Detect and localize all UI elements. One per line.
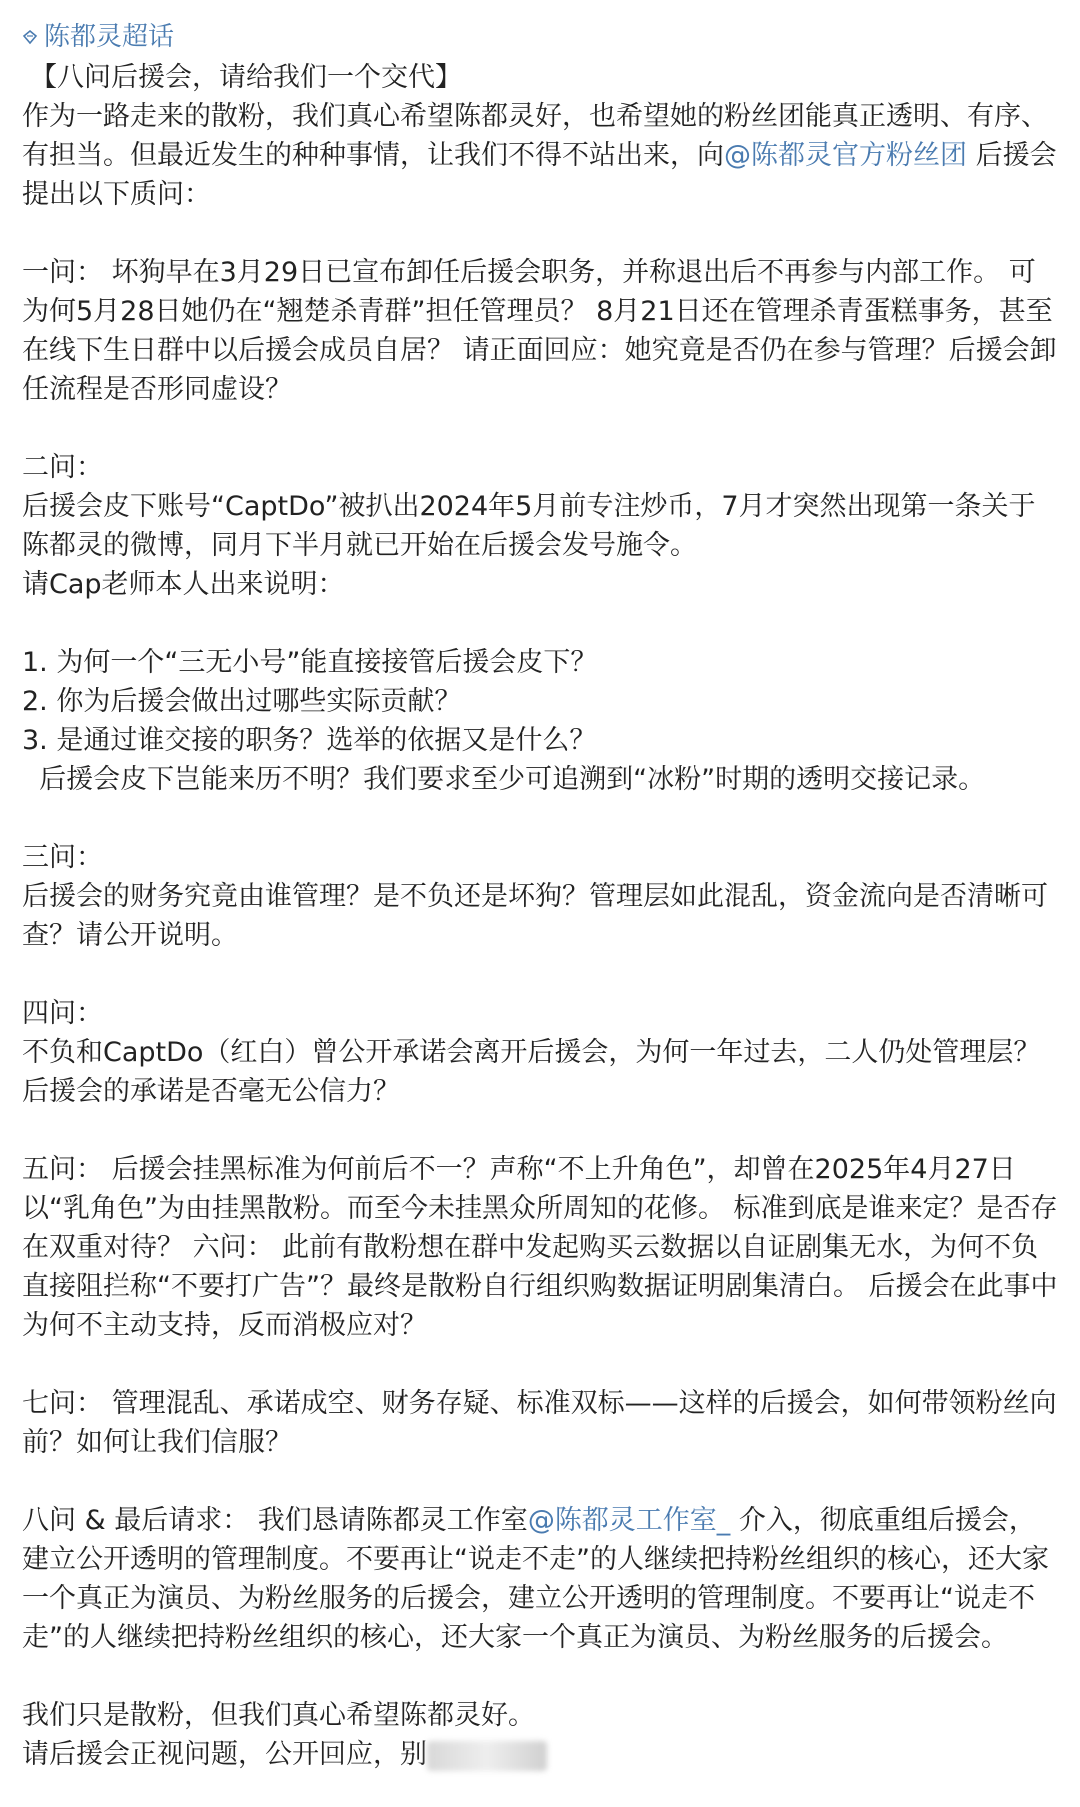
closing-line-2-text: 请后援会正视问题，公开回应，别 [22,1739,427,1770]
question-3-heading: 三问： [22,842,103,873]
question-7: 七问： 管理混乱、承诺成空、财务存疑、标准双标——这样的后援会，如何带领粉丝向前？如何让我们信服？ [22,1388,1057,1458]
spacer [22,409,1058,448]
post-title: 【八问后援会，请给我们一个交代】 [30,62,462,93]
spacer [22,1345,1058,1384]
question-2-heading: 二问： [22,452,103,483]
spacer [22,1462,1058,1501]
intro-text-before: 作为一路走来的散粉，我们真心希望陈都灵好，也希望她的粉丝团能真正透明、有序、有担当。但最近发生的种种事情，让我们不得不站出来，向 [22,101,1048,171]
mention-fan-club[interactable]: @陈都灵官方粉丝团 [724,140,967,171]
question-1: 一问： 坏狗早在3月29日已宣布卸任后援会职务，并称退出后不再参与内部工作。 可为何5月28日她仍在“翘楚杀青群”担任管理员？ 8月21日还在管理杀青蛋糕事务，甚至在线下生日群中以后援会成员自居？ 请正面回应：她究竟是否仍在参与管理？后援会卸任流程是否形同虚设？ [22,257,1057,405]
spacer [22,799,1058,838]
question-3-body: 后援会的财务究竟由谁管理？是不负还是坏狗？管理层如此混乱，资金流向是否清晰可查？请公开说明。 [22,881,1048,951]
question-8-after: 介入，彻底重组后援会，建立公开透明的管理制度。不要再让“说走不走”的人继续把持粉丝组织的核心，还大家一个真正为演员、为粉丝服务的后援会，建立公开透明的管理制度。不要再让“说走不走”的人继续把持粉丝组织的核心，还大家一个真正为演员、为粉丝服务的后援会。 [22,1505,1049,1653]
closing-line-2 [22,1735,1058,1774]
closing-line-1: 我们只是散粉，但我们真心希望陈都灵好。 [22,1700,535,1731]
topic-label[interactable]: 陈都灵超话 [44,22,175,52]
spacer [22,1111,1058,1150]
question-4-heading: 四问： [22,998,103,1029]
spacer [22,955,1058,994]
intro-paragraph [22,97,1058,214]
spacer [22,604,1058,643]
question-8-before: 八问 & 最后请求： 我们恳请陈都灵工作室 [22,1505,528,1536]
topic-link[interactable] [22,18,1058,56]
question-2-item: 3. 是通过谁交接的职务？选举的依据又是什么？ [22,725,597,756]
question-8 [22,1501,1058,1657]
question-2-tail: 后援会皮下岂能来历不明？我们要求至少可追溯到“冰粉”时期的透明交接记录。 [22,764,986,795]
blurred-text [427,1741,547,1771]
question-5-6: 五问： 后援会挂黑标准为何前后不一？声称“不上升角色”，却曾在2025年4月27日以“乳角色”为由挂黑散粉。而至今未挂黑众所周知的花修。 标准到底是谁来定？是否存在双重对待？ 六问： 此前有散粉想在群中发起购买云数据以自证剧集无水，为何不负直接阻拦称“不要打广告”？最终是散粉自行组织购数据证明剧集清白。 后援会在此事中为何不主动支持，反而消极应对？ [22,1154,1058,1341]
question-2-item: 2. 你为后援会做出过哪些实际贡献？ [22,686,462,717]
super-topic-icon [22,29,38,45]
spacer [22,214,1058,253]
question-2-item: 1. 为何一个“三无小号”能直接接管后援会皮下？ [22,647,598,678]
question-2-ask: 请Cap老师本人出来说明： [22,569,345,600]
question-2-body: 后援会皮下账号“CaptDo”被扒出2024年5月前专注炒币，7月才突然出现第一条关于陈都灵的微博，同月下半月就已开始在后援会发号施令。 [22,491,1036,561]
question-4-body: 不负和CaptDo（红白）曾公开承诺会离开后援会，为何一年过去，二人仍处管理层？后援会的承诺是否毫无公信力？ [22,1037,1041,1107]
spacer [22,1657,1058,1696]
mention-studio[interactable]: @陈都灵工作室_ [527,1505,731,1536]
intro-text-after: 后援会提出以下质问： [22,140,1057,210]
